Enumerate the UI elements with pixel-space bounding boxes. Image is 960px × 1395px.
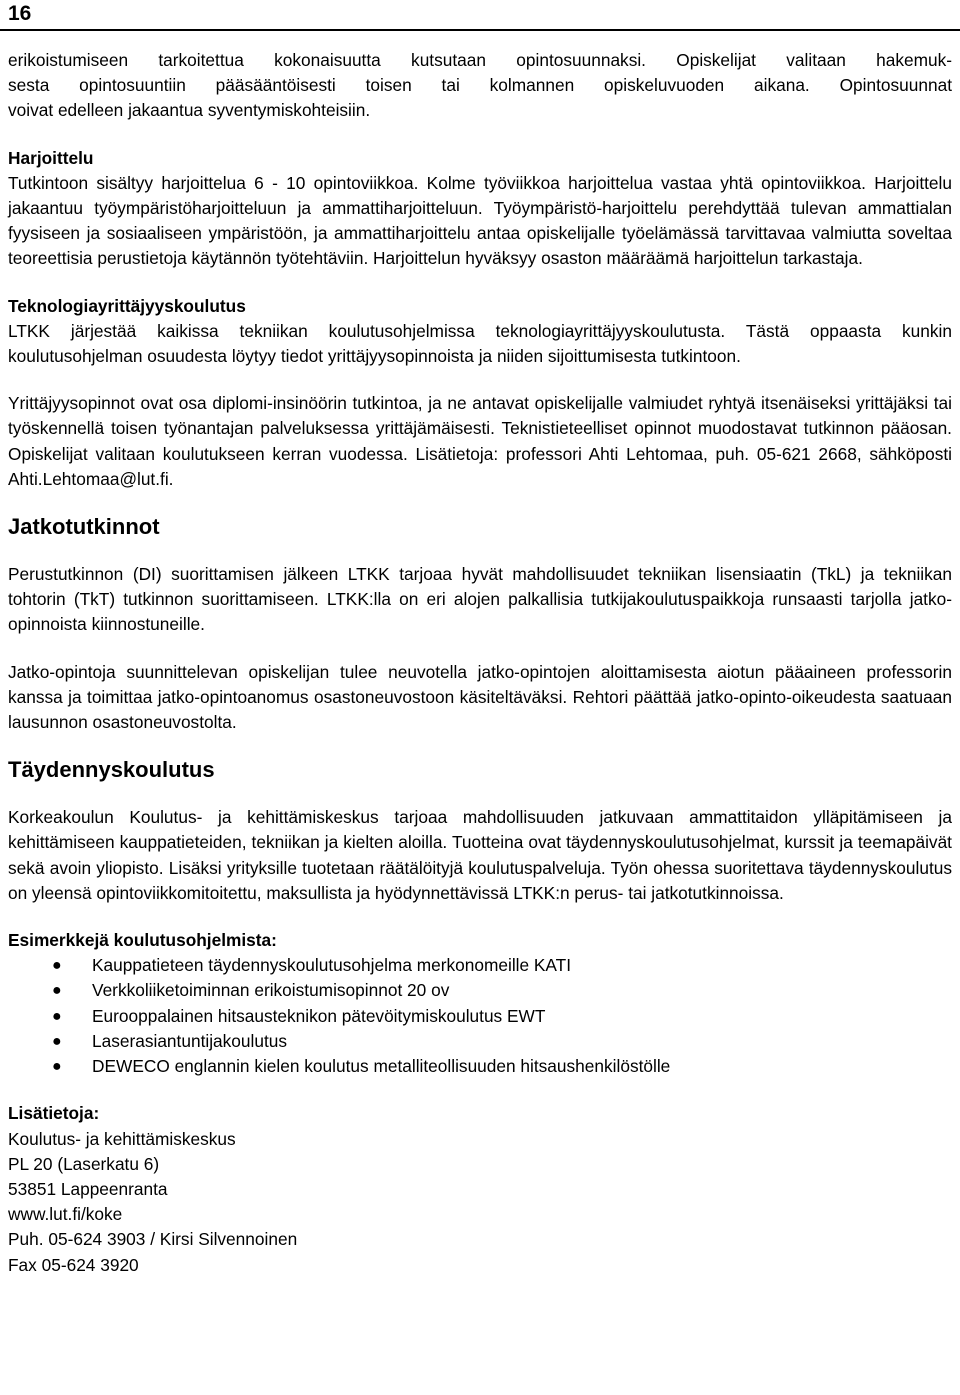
teknologia-heading: Teknologiayrittäjyyskoulutus — [8, 295, 246, 316]
jatkotutkinnot-body-1: Perustutkinnon (DI) suorittamisen jälkeen LTKK tarjoaa hyvät mahdollisuudet tekniikan lisensiaatin (TkL) ja tekniikan tohtorin (TkT) tutkinnon suorittamiseen. LTKK:lla on eri alojen palkallisia tutkijakoulutuspaikkoja runsaasti tarjolla jatko-opinnoista kiinnostuneille. — [8, 564, 952, 635]
contact-line: PL 20 (Laserkatu 6) — [8, 1153, 160, 1174]
list-item: ● Eurooppalainen hitsausteknikon pätevöitymiskoulutus EWT — [8, 1004, 952, 1029]
contact-line: www.lut.fi/koke — [8, 1204, 123, 1225]
harjoittelu-body: Tutkintoon sisältyy harjoittelua 6 - 10 opintoviikkoa. Kolme työviikkoa harjoittelua vastaa yhtä opintoviikkoa. Harjoittelu jakaantuu työympäristöharjoitteluun ja ammattiharjoitteluun. Työympäristö-harjoittelu perehdyttää tulevan ammattialan fyysiseen ja sosiaaliseen ympäristöön, ja ammattiharjoittelu antaa opiskelijalle työelämässä tarvittavaa valmiutta soveltaa teoreettisia perustietoja käytännön työtehtäviin. Harjoittelun hyväksyy osaston määräämä harjoittelun tarkastaja. — [8, 172, 952, 269]
harjoittelu-heading: Harjoittelu — [8, 147, 94, 168]
page-content — [8, 48, 952, 1278]
list-item: ● Verkkoliiketoiminnan erikoistumisopinnot 20 ov — [8, 978, 952, 1003]
intro-line-2: sesta opintosuuntiin pääsääntöisesti toisen tai kolmannen opiskeluvuoden aikana. Opintosuunnat — [8, 75, 952, 96]
list-item: ● DEWECO englannin kielen koulutus metalliteollisuuden hitsaushenkilöstölle — [8, 1054, 952, 1079]
teknologia-body-1: LTKK järjestää kaikissa tekniikan koulutusohjelmissa teknologiayrittäjyyskoulutusta. Tästä oppaasta kunkin koulutusohjelman osuudesta löytyy tiedot yrittäjyysopinnoista ja niiden sijoittumisesta tutkintoon. — [8, 320, 952, 367]
bullet-icon: ● — [52, 957, 62, 975]
page-number: 16 — [8, 2, 32, 25]
bullet-icon: ● — [52, 982, 62, 1000]
intro-line-3: voivat edelleen jakaantua syventymiskohteisiin. — [8, 100, 371, 121]
taydennyskoulutus-heading: Täydennyskoulutus — [8, 757, 215, 783]
bullet-icon: ● — [52, 1007, 62, 1025]
contact-line: Koulutus- ja kehittämiskeskus — [8, 1128, 236, 1149]
bullet-icon: ● — [52, 1058, 62, 1076]
page-header — [0, 0, 960, 31]
taydennyskoulutus-body: Korkeakoulun Koulutus- ja kehittämiskeskus tarjoaa mahdollisuuden jatkuvaan ammattitaidon ylläpitämiseen ja kehittämiseen kauppatieteiden, tekniikan ja kielten aloilla. Tuotteina ovat täydennyskoulutusohjelmat, kurssit ja teemapäivät sekä avoin yliopisto. Lisäksi yrityksille tuotetaan räätälöityjä koulutuspalveluja. Työn ohessa suoritettava täydennyskoulutus on yleensä opintoviikkomitoitettu, maksullista ja hyödynnettävissä LTKK:n perus- tai jatkotutkinnoissa. — [8, 807, 952, 903]
lisatietoja-heading: Lisätietoja: — [8, 1103, 100, 1124]
examples-list — [8, 953, 952, 1079]
contact-line: 53851 Lappeenranta — [8, 1178, 168, 1199]
teknologia-body-2: Yrittäjyysopinnot ovat osa diplomi-insinöörin tutkintoa, ja ne antavat opiskelijalle valmiudet ryhtyä itsenäiseksi yrittäjäksi tai työskennellä toisen työnantajan palveluksessa yrittäjämäisesti. Teknistieteelliset opinnot muodostavat tutkinnon pääosan. Opiskelijat valitaan koulutukseen kerran vuodessa. Lisätietoja: professori Ahti Lehtomaa, puh. 05-621 2668, sähköposti Ahti.Lehtomaa@lut.fi. — [8, 393, 952, 489]
examples-heading: Esimerkkejä koulutusohjelmista: — [8, 930, 277, 951]
list-item: ● Laserasiantuntijakoulutus — [8, 1029, 952, 1054]
contact-line: Puh. 05-624 3903 / Kirsi Silvennoinen — [8, 1229, 298, 1250]
contact-block — [8, 1127, 952, 1278]
list-item: ● Kauppatieteen täydennyskoulutusohjelma merkonomeille KATI — [8, 953, 952, 978]
jatkotutkinnot-body-2: Jatko-opintoja suunnittelevan opiskelijan tulee neuvotella jatko-opintojen aloittamisesta aiotun pääaineen professorin kanssa ja toimittaa jatko-opintoanomus osastoneuvostoon käsiteltäväksi. Rehtori päättää jatko-opinto-oikeudesta saatuaan lausunnon osastoneuvostolta. — [8, 661, 952, 733]
bullet-icon: ● — [52, 1032, 62, 1050]
intro-line-1: erikoistumiseen tarkoitettua kokonaisuutta kutsutaan opintosuunnaksi. Opiskelijat valitaan hakemuk- — [8, 50, 952, 70]
contact-line: Fax 05-624 3920 — [8, 1254, 139, 1275]
jatkotutkinnot-heading: Jatkotutkinnot — [8, 514, 160, 540]
